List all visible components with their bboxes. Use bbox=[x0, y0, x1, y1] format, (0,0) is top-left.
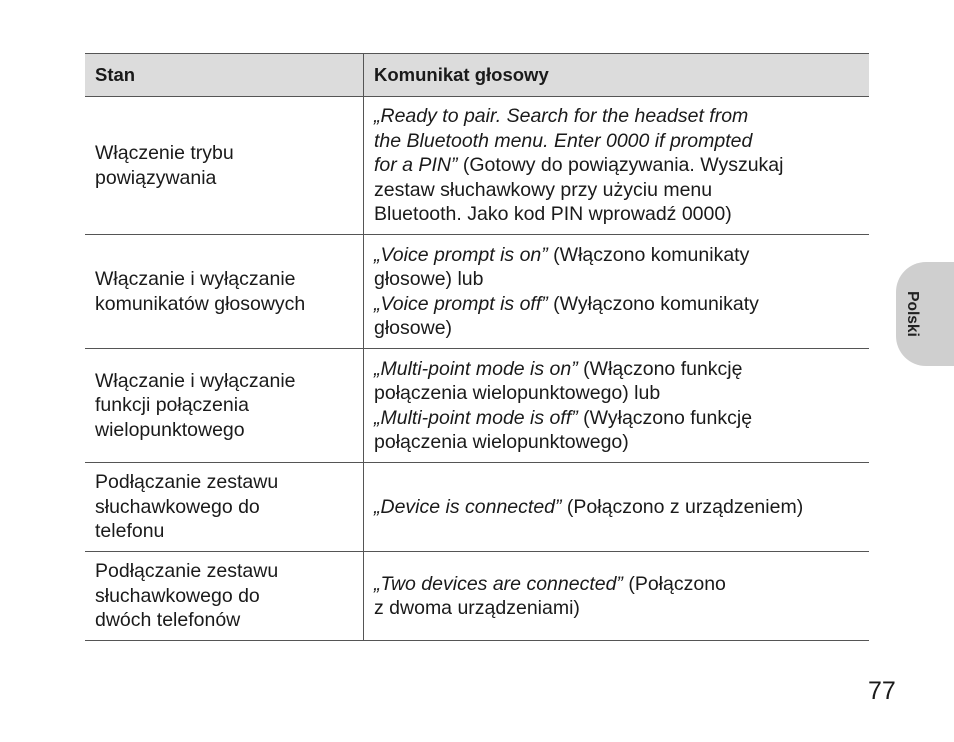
state-cell bbox=[85, 552, 364, 641]
english-prompt-text: „Device is connected” bbox=[374, 495, 562, 518]
cell-line: Włączenie trybu bbox=[95, 142, 234, 164]
cell-line bbox=[374, 381, 863, 406]
state-cell bbox=[85, 463, 364, 552]
cell-line bbox=[374, 267, 863, 292]
english-prompt-text: the Bluetooth menu. Enter 0000 if prompted bbox=[374, 129, 753, 152]
cell-line: słuchawkowego do bbox=[95, 584, 260, 607]
cell-line bbox=[374, 316, 863, 341]
voice-prompt-table bbox=[85, 53, 869, 641]
polish-description-text: (Połączono z urządzeniem) bbox=[561, 495, 804, 518]
cell-line: słuchawkowego do bbox=[95, 495, 260, 518]
english-prompt-text: „Voice prompt is off” bbox=[374, 292, 548, 315]
english-prompt-text: „Multi-point mode is on” bbox=[374, 357, 578, 380]
cell-line bbox=[374, 292, 863, 317]
message-cell bbox=[364, 349, 870, 463]
cell-line bbox=[374, 243, 863, 268]
polish-description-text: (Włączono komunikaty bbox=[547, 243, 750, 266]
message-cell bbox=[364, 235, 870, 349]
table-row bbox=[85, 97, 869, 235]
header-state: Stan bbox=[85, 54, 364, 97]
polish-description-text: połączenia wielopunktowego) lub bbox=[374, 382, 661, 404]
english-prompt-text: „Two devices are connected” bbox=[374, 572, 623, 595]
message-cell bbox=[364, 463, 870, 552]
message-cell bbox=[364, 552, 870, 641]
polish-description-text: połączenia wielopunktowego) bbox=[374, 431, 629, 453]
polish-description-text: zestaw słuchawkowy przy użyciu menu bbox=[374, 178, 713, 201]
cell-line: powiązywania bbox=[95, 166, 217, 189]
polish-description-text: (Wyłączono funkcję bbox=[577, 406, 753, 429]
cell-line: Włączanie i wyłączanie bbox=[95, 369, 296, 392]
table-row bbox=[85, 349, 869, 463]
state-cell bbox=[85, 235, 364, 349]
english-prompt-text: for a PIN” bbox=[374, 154, 458, 177]
polish-description-text: Bluetooth. Jako kod PIN wprowadź 0000) bbox=[374, 203, 732, 226]
cell-line: Podłączanie zestawu bbox=[95, 471, 279, 494]
english-prompt-text: „Ready to pair. Search for the headset from bbox=[374, 105, 749, 128]
cell-line: komunikatów głosowych bbox=[95, 292, 306, 315]
polish-description-text: (Wyłączono komunikaty bbox=[547, 292, 759, 315]
english-prompt-text: „Voice prompt is on” bbox=[374, 243, 548, 266]
cell-line bbox=[374, 104, 863, 129]
polish-description-text: z dwoma urządzeniami) bbox=[374, 597, 580, 619]
table-body bbox=[85, 97, 869, 641]
cell-line bbox=[374, 596, 863, 621]
page-number: 77 bbox=[868, 677, 896, 705]
cell-line: telefonu bbox=[95, 520, 165, 543]
message-cell bbox=[364, 97, 870, 235]
cell-line: dwóch telefonów bbox=[95, 609, 241, 632]
table-row bbox=[85, 235, 869, 349]
polish-description-text: (Gotowy do powiązywania. Wyszukaj bbox=[457, 154, 784, 177]
cell-line bbox=[374, 572, 863, 597]
cell-line bbox=[374, 430, 863, 455]
cell-line: Włączanie i wyłączanie bbox=[95, 268, 296, 290]
state-cell bbox=[85, 97, 364, 235]
english-prompt-text: „Multi-point mode is off” bbox=[374, 406, 578, 429]
table-header-row bbox=[85, 54, 869, 97]
language-tab-label: Polski bbox=[904, 291, 921, 337]
cell-line bbox=[374, 357, 863, 382]
state-cell bbox=[85, 349, 364, 463]
polish-description-text: głosowe) bbox=[374, 317, 453, 339]
table-row bbox=[85, 463, 869, 552]
cell-line: wielopunktowego bbox=[95, 418, 245, 441]
polish-description-text: (Połączono bbox=[622, 572, 726, 595]
table-row bbox=[85, 552, 869, 641]
cell-line bbox=[374, 406, 863, 431]
header-voice-message: Komunikat głosowy bbox=[364, 54, 870, 97]
language-side-tab bbox=[896, 262, 954, 366]
cell-line bbox=[374, 129, 863, 154]
cell-line: Podłączanie zestawu bbox=[95, 560, 279, 583]
cell-line: funkcji połączenia bbox=[95, 394, 249, 417]
cell-line bbox=[374, 178, 863, 203]
polish-description-text: (Włączono funkcję bbox=[577, 357, 743, 380]
cell-line bbox=[374, 495, 863, 520]
cell-line bbox=[374, 153, 863, 178]
polish-description-text: głosowe) lub bbox=[374, 268, 484, 290]
cell-line bbox=[374, 202, 863, 227]
